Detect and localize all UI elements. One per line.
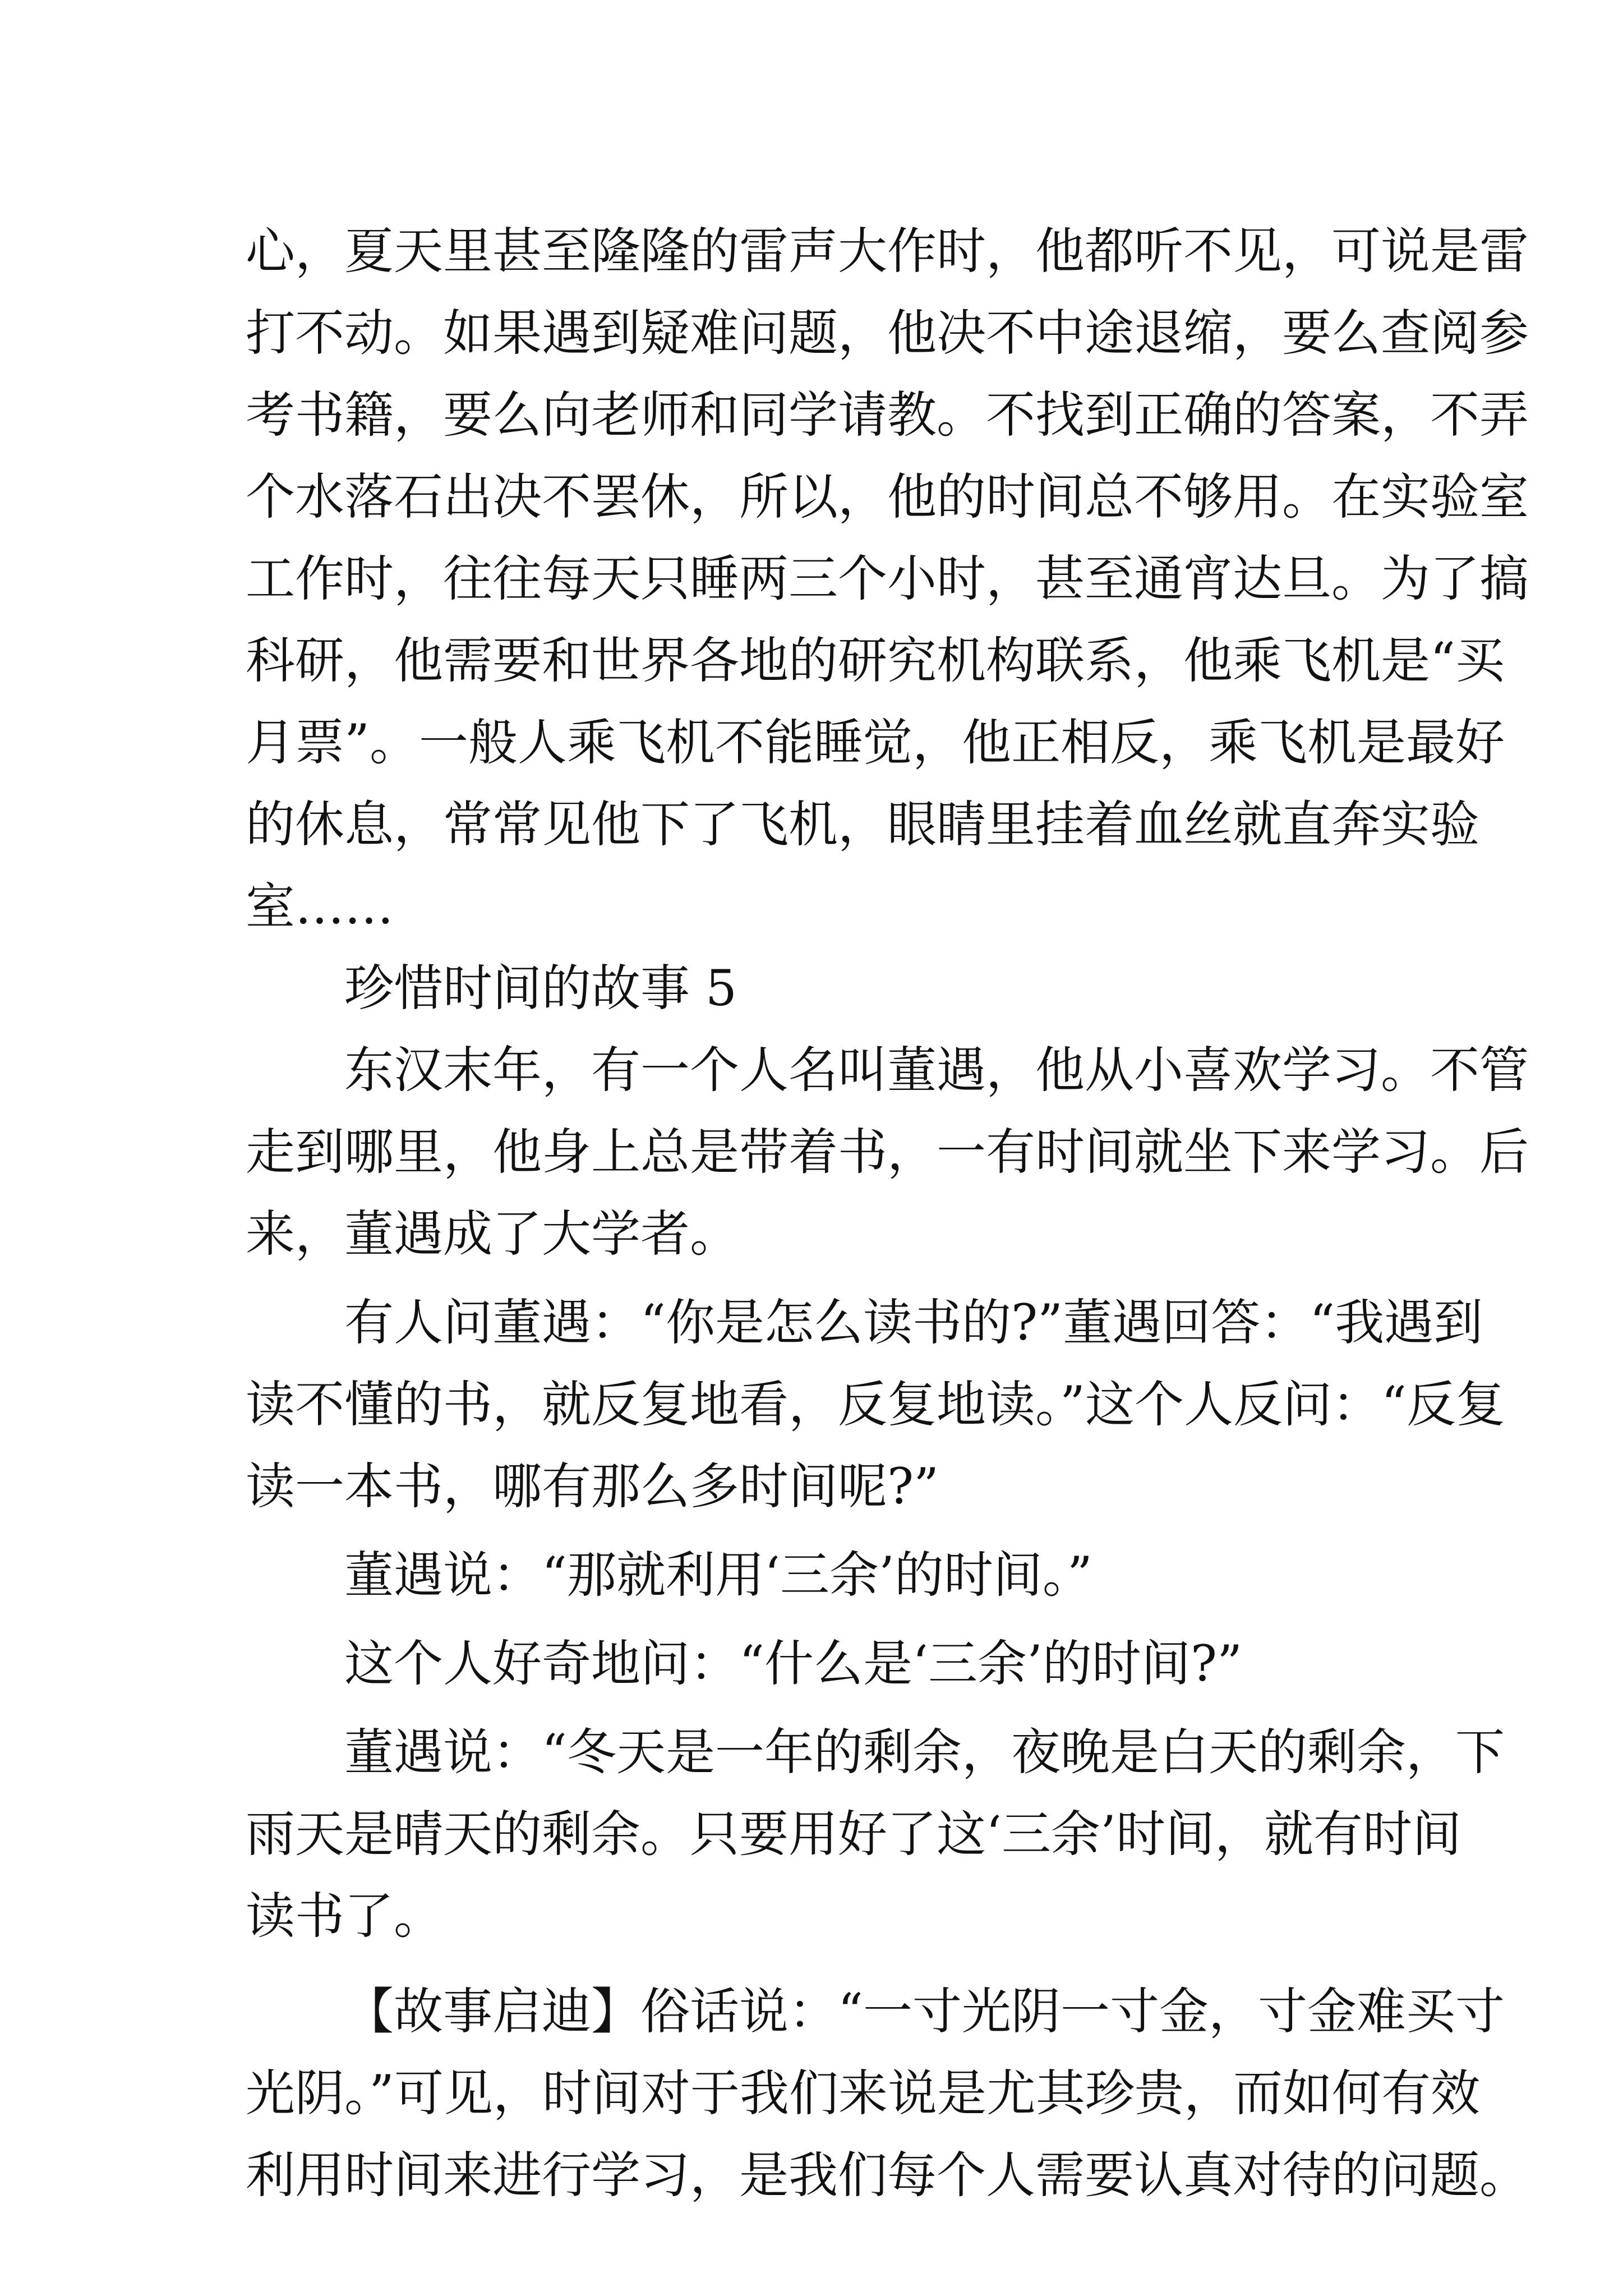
text-line: 利用时间来进行学习，是我们每个人需要认真对待的问题。 — [246, 2146, 1529, 2204]
text-line: 有人问董遇：“你是怎么读书的?”董遇回答：“我遇到 — [344, 1294, 1483, 1351]
text-line: 东汉末年，有一个人名叫董遇，他从小喜欢学习。不管 — [344, 1041, 1529, 1099]
section-heading: 珍惜时间的故事 5 — [344, 959, 737, 1017]
text-line: 这个人好奇地问：“什么是‘三余’的时间?” — [344, 1635, 1243, 1692]
text-line: 雨天是晴天的剩余。只要用好了这‘三余’时间，就有时间 — [246, 1805, 1461, 1863]
text-line: 读一本书，哪有那么多时间呢?” — [246, 1457, 939, 1515]
text-line: 读书了。 — [246, 1887, 444, 1945]
text-line: 工作时，往往每天只睡两三个小时，甚至通宵达旦。为了搞 — [246, 550, 1529, 608]
text-line: 科研，他需要和世界各地的研究机构联系，他乘飞机是“买 — [246, 632, 1505, 689]
text-line: 个水落石出决不罢休，所以，他的时间总不够用。在实验室 — [246, 468, 1529, 526]
text-line: 走到哪里，他身上总是带着书，一有时间就坐下来学习。后 — [246, 1123, 1529, 1181]
text-line: 月票”。一般人乘飞机不能睡觉，他正相反，乘飞机是最好 — [246, 714, 1505, 771]
body-text — [246, 210, 1529, 2216]
text-line: 光阴。”可见，时间对于我们来说是尤其珍贵，而如何有效 — [246, 2064, 1480, 2122]
text-line: 董遇说：“那就利用‘三余’的时间。” — [344, 1546, 1092, 1604]
text-line: 读不懂的书，就反复地看，反复地读。”这个人反问：“反复 — [246, 1375, 1505, 1433]
text-line: 【故事启迪】俗话说：“一寸光阴一寸金，寸金难买寸 — [344, 1982, 1505, 2040]
text-line: 考书籍，要么向老师和同学请教。不找到正确的答案，不弄 — [246, 386, 1529, 444]
text-line: 打不动。如果遇到疑难问题，他决不中途退缩，要么查阅参 — [246, 304, 1529, 362]
text-line: 心，夏天里甚至隆隆的雷声大作时，他都听不见，可说是雷 — [246, 222, 1529, 280]
text-line: 董遇说：“冬天是一年的剩余，夜晚是白天的剩余，下 — [344, 1723, 1505, 1781]
text-line: 室…… — [246, 877, 394, 935]
text-line: 的休息，常常见他下了飞机，眼睛里挂着血丝就直奔实验 — [246, 795, 1480, 853]
text-line: 来，董遇成了大学者。 — [246, 1205, 740, 1263]
